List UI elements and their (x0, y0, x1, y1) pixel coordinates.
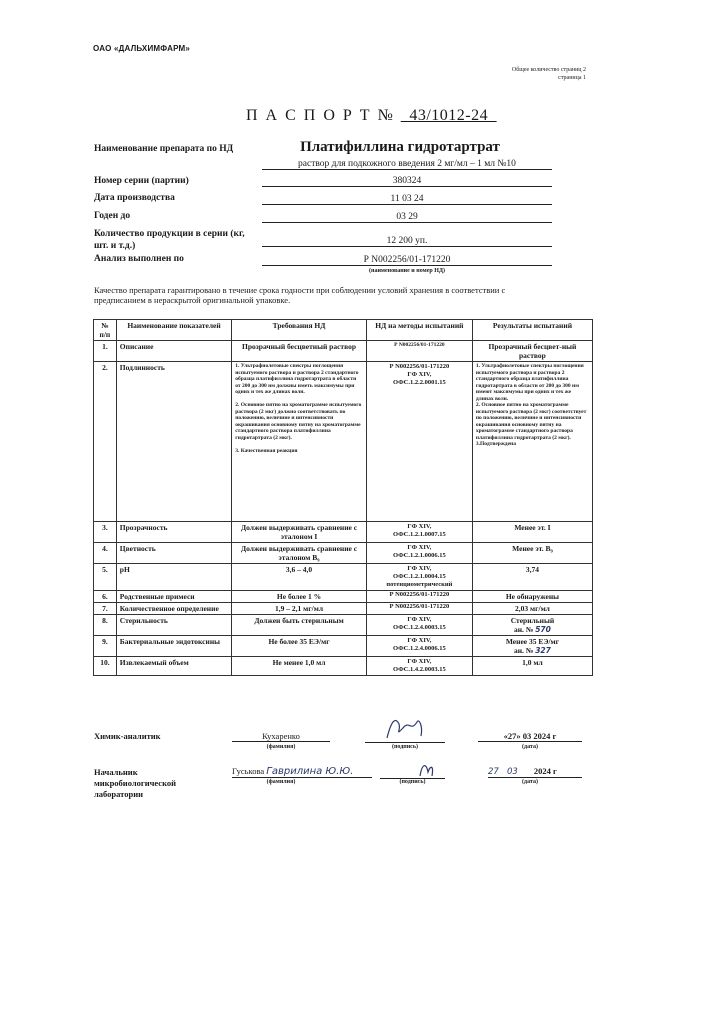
analysis-number-label: ан. № (513, 646, 534, 655)
row-method-nd: Р N002256/01-171220 (366, 341, 472, 362)
row-result: Менее эт. B₉ (472, 543, 592, 564)
passport-number: _43/1012-24_ (400, 107, 497, 124)
head-date (488, 766, 582, 778)
quality-statement: Качество препарата гарантировано в течение срока годности при соблюдении условий хранения в соответствии с предписанием в нераскрытой оригинальной упаковке. (94, 285, 506, 305)
row-number: 6. (94, 591, 117, 603)
row-requirement: 1,9 – 2,1 мг/мл (232, 603, 367, 615)
chemist-signature-caption: (подпись) (391, 744, 419, 750)
table-row (94, 362, 593, 522)
row-number: 4. (94, 543, 117, 564)
table-row (94, 564, 593, 591)
table-header-row (94, 320, 593, 341)
passport-title (246, 107, 497, 125)
row-requirement: Должен выдерживать сравнение с эталоном I (232, 522, 367, 543)
head-signature-caption: (подпись) (399, 779, 426, 785)
handwritten-signature (365, 712, 445, 742)
row-indicator: Количественное определение (116, 603, 231, 615)
row-requirement: Не менее 1,0 мл (232, 657, 367, 676)
row-result (472, 615, 592, 636)
row-result (472, 636, 592, 657)
production-date-label: Дата производства (94, 193, 175, 203)
analysis-nd-value: Р N002256/01-171220 (262, 255, 552, 266)
head-surname-printed: Гуськова (232, 766, 265, 776)
table-row (94, 657, 593, 676)
row-indicator: Подлинность (116, 362, 231, 522)
row-number: 8. (94, 615, 117, 636)
page-count-current: страница 1 (558, 75, 586, 81)
header-number: № п/п (94, 320, 117, 341)
table-row (94, 615, 593, 636)
row-requirement: 1. Ультрафиолетовые спектры поглощения испытуемого раствора и раствора 2 стандартного образца платифиллина гидротартрата в области от 200 до 300 нм должны иметь максимумы при одних и тех же длинах волн. 2. Основное пятно на хроматограмме испытуемого раствора (2 мкг) должно соответствовать по положению, величине и интенсивности окрашивания основному пятну на хроматограмме стандартного раствора платифиллина гидротартрата (2 мкг). 3. Качественная реакция (232, 362, 367, 522)
row-method-nd: ГФ XIV, ОФС.1.4.2.0003.15 (366, 657, 472, 676)
production-date-value: 11 03 24 (262, 194, 552, 205)
row-requirement: Не более 35 ЕЭ/мг (232, 636, 367, 657)
row-method-nd: ГФ XIV, ОФС.1.2.4.0006.15 (366, 636, 472, 657)
row-result: Не обнаружены (472, 591, 592, 603)
analysis-nd-caption: (наименование и номер НД) (369, 268, 445, 274)
row-result: 3,74 (472, 564, 592, 591)
head-surname (232, 766, 372, 778)
drug-name-label: Наименование препарата по НД (94, 144, 234, 154)
table-row (94, 522, 593, 543)
head-surname-handwritten: Гаврилина Ю.Ю. (266, 766, 354, 777)
row-result: 1. Ультрафиолетовые спектры поглощения испытуемого раствора и раствора 2 стандартного образца платифиллина гидротартрата в области от 200 до 300 нм имеют максимумы при одних и тех же длинах волн. 2. Основное пятно на хроматограмме испытуемого раствора (2 мкг) соответствует по положению, величине и интенсивности окрашивания основному пятну на хроматограмме стандартного раствора платифиллина гидротартрата (2 мкг). 3.Подтверждена (472, 362, 592, 522)
chemist-date: «27» 03 2024 г (478, 731, 582, 742)
row-result-text: Менее 35 ЕЭ/мг (505, 637, 560, 646)
handwritten-signature (380, 758, 445, 778)
expiry-label: Годен до (94, 211, 131, 221)
row-number: 9. (94, 636, 117, 657)
page-count (512, 66, 586, 82)
drug-form: раствор для подкожного введения 2 мг/мл – 1 мл №10 (262, 159, 552, 170)
row-indicator: Цветность (116, 543, 231, 564)
row-indicator: Прозрачность (116, 522, 231, 543)
row-indicator: pH (116, 564, 231, 591)
row-requirement: Не более 1 % (232, 591, 367, 603)
row-number: 7. (94, 603, 117, 615)
row-indicator: Бактериальные эндотоксины (116, 636, 231, 657)
row-method-nd: Р N002256/01-171220 (366, 591, 472, 603)
chemist-signature (365, 712, 445, 743)
chemist-surname-caption: (фамилия) (266, 744, 296, 750)
row-method-nd: Р N002256/01-171220 (366, 603, 472, 615)
page-count-total: Общее количество страниц 2 (511, 67, 586, 73)
analysis-number (476, 646, 589, 655)
analysis-number-handwritten: 327 (535, 646, 551, 655)
row-result: 2,03 мг/мл (472, 603, 592, 615)
head-date-day: 27 (488, 767, 499, 777)
row-indicator: Извлекаемый объем (116, 657, 231, 676)
analysis-number-label: ан. № (513, 625, 534, 634)
head-signature (380, 758, 445, 779)
row-method-nd: ГФ XIV, ОФС.1.2.1.0007.15 (366, 522, 472, 543)
row-number: 5. (94, 564, 117, 591)
quantity-value: 12 200 уп. (262, 236, 552, 247)
series-label: Номер серии (партии) (94, 176, 189, 186)
table-row (94, 603, 593, 615)
table-row (94, 543, 593, 564)
analysis-number-handwritten: 570 (535, 625, 551, 634)
expiry-value: 03 29 (262, 212, 552, 223)
chemist-role: Химик-аналитик (94, 731, 161, 741)
row-indicator: Родственные примеси (116, 591, 231, 603)
row-result: Прозрачный бесцвет-ный раствор (472, 341, 592, 362)
table-row (94, 636, 593, 657)
chemist-surname: Кухаренко (232, 731, 330, 742)
row-requirement: Прозрачный бесцветный раствор (232, 341, 367, 362)
row-requirement: Должен выдерживать сравнение с эталоном B₉ (232, 543, 367, 564)
row-number: 2. (94, 362, 117, 522)
row-method-nd: ГФ XIV, ОФС.1.2.1.0004.15 потенциометрический (366, 564, 472, 591)
row-result: Менее эт. I (472, 522, 592, 543)
table-row (94, 591, 593, 603)
row-method-nd: Р N002256/01-171220 ГФ XIV, ОФС.1.2.2.0001.15 (366, 362, 472, 522)
results-table (93, 319, 593, 676)
row-number: 3. (94, 522, 117, 543)
row-requirement: Должен быть стерильным (232, 615, 367, 636)
row-method-nd: ГФ XIV, ОФС.1.2.1.0006.15 (366, 543, 472, 564)
header-result: Результаты испытаний (472, 320, 592, 341)
row-indicator: Стерильность (116, 615, 231, 636)
row-indicator: Описание (116, 341, 231, 362)
company-name: ОАО «ДАЛЬХИМФАРМ» (93, 44, 191, 53)
head-role: Начальник микробиологической лаборатории (94, 767, 176, 799)
row-number: 10. (94, 657, 117, 676)
table-row (94, 341, 593, 362)
head-date-month: 03 (506, 767, 518, 777)
head-date-year: 2024 г (533, 766, 557, 776)
row-result: 1,0 мл (472, 657, 592, 676)
head-surname-caption: (фамилия) (266, 779, 296, 785)
header-method-nd: НД на методы испытаний (366, 320, 472, 341)
analysis-number (476, 625, 589, 634)
chemist-date-caption: (дата) (522, 744, 538, 750)
series-value: 380324 (262, 176, 552, 187)
header-requirement: Требования НД (232, 320, 367, 341)
drug-name: Платифиллина гидротартрат (300, 139, 500, 155)
row-number: 1. (94, 341, 117, 362)
head-date-caption: (дата) (522, 779, 538, 785)
header-indicator: Наименование показателей (116, 320, 231, 341)
row-result-text: Стерильный (510, 616, 555, 625)
passport-title-text: П А С П О Р Т № (246, 107, 395, 124)
quantity-label: Количество продукции в серии (кг, шт. и т.д.) (94, 229, 245, 251)
row-method-nd: ГФ XIV, ОФС.1.2.4.0003.15 (366, 615, 472, 636)
analysis-label: Анализ выполнен по (94, 254, 184, 264)
row-requirement: 3,6 – 4,0 (232, 564, 367, 591)
